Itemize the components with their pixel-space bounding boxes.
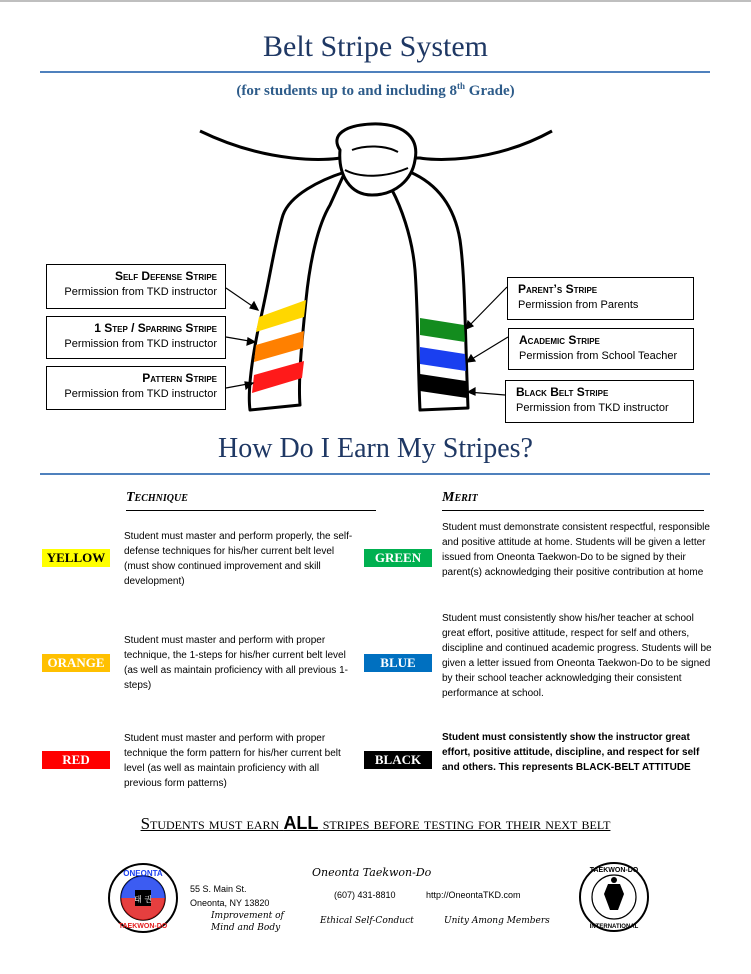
footer-motto-1a: Improvement of bbox=[211, 911, 284, 921]
page-title: Belt Stripe System bbox=[263, 30, 488, 63]
earn-divider bbox=[40, 473, 710, 475]
technique-orange-text: Student must master and perform with proper technique, the 1-steps for his/her current belt level (as well as maintain proficiency with all previous 1-steps) bbox=[124, 635, 348, 691]
merit-blue-text: Student must consistently show his/her teacher at school great effort, positive attitude, respect for self and others, discipline and continued academic progress. Students will be given a letter issued from Oneonta Taekwon-Do to be signed by their school teacher acknowledging their consistent performance at school. bbox=[442, 613, 712, 699]
stripe-permission: Permission from TKD instructor bbox=[64, 286, 217, 298]
stripe-title: Academic Stripe bbox=[519, 333, 600, 347]
technique-underline bbox=[126, 510, 376, 511]
footer-address-line2: Oneonta, NY 13820 bbox=[190, 898, 270, 908]
footer-phone: (607) 431-8810 bbox=[334, 890, 396, 900]
self-defense-stripe-box bbox=[46, 264, 226, 309]
oneonta-taekwondo-logo bbox=[107, 862, 179, 934]
footer-address-line1: 55 S. Main St. bbox=[190, 884, 247, 894]
stripe-permission: Permission from TKD instructor bbox=[64, 388, 217, 400]
merit-heading: Merit bbox=[442, 490, 478, 506]
earn-heading: How Do I Earn My Stripes? bbox=[218, 433, 533, 464]
itf-text-bottom: INTERNATIONAL bbox=[589, 924, 639, 930]
requirement-banner: Students must earn ALL stripes before testing for their next belt bbox=[140, 813, 611, 833]
logo-glyph: 태 권 bbox=[134, 895, 152, 904]
logo-text-top: ONEONTA bbox=[123, 869, 163, 878]
itf-text-top: TAEKWON-DO bbox=[589, 867, 639, 874]
parents-stripe-box bbox=[507, 277, 694, 320]
sparring-stripe-box bbox=[46, 316, 226, 359]
footer-motto-1b: Mind and Body bbox=[211, 923, 281, 933]
merit-underline bbox=[442, 510, 704, 511]
footer-org-name: Oneonta Taekwon-Do bbox=[312, 866, 432, 879]
stripe-title: 1 Step / Sparring Stripe bbox=[94, 321, 217, 335]
badge-green: GREEN bbox=[364, 549, 432, 567]
footer-website[interactable]: http://OneontaTKD.com bbox=[426, 890, 521, 900]
stripe-permission: Permission from TKD instructor bbox=[516, 402, 669, 414]
badge-yellow: YELLOW bbox=[42, 549, 110, 567]
stripe-title: Pattern Stripe bbox=[142, 371, 217, 385]
technique-yellow-text: Student must master and perform properly, the self-defense techniques for his/her current belt level (must show continued improvement and skill development) bbox=[124, 531, 353, 587]
merit-black-text: Student must consistently show the instructor great effort, positive attitude, discipline, and respect for self and others. This represents BLACK-BELT ATTITUDE bbox=[442, 732, 700, 773]
page-subtitle: (for students up to and including 8th Grade) bbox=[236, 81, 515, 99]
technique-red-text: Student must master and perform with proper technique the form pattern for his/her current belt level (as well as maintain proficiency with all previous form patterns) bbox=[124, 733, 341, 789]
stripe-title: Self Defense Stripe bbox=[114, 269, 217, 283]
badge-blue: BLUE bbox=[364, 654, 432, 672]
stripe-permission: Permission from Parents bbox=[518, 299, 639, 311]
logo-text-bottom: TAEKWON-DO bbox=[118, 923, 168, 930]
stripe-permission: Permission from TKD instructor bbox=[64, 338, 217, 350]
academic-stripe-box bbox=[508, 328, 694, 370]
stripe-title: Parent’s Stripe bbox=[518, 282, 598, 296]
pattern-stripe-box bbox=[46, 366, 226, 410]
footer-motto-2: Ethical Self-Conduct bbox=[320, 916, 414, 926]
itf-logo bbox=[578, 860, 650, 934]
footer-motto-3: Unity Among Members bbox=[444, 916, 550, 926]
badge-black: BLACK bbox=[364, 751, 432, 769]
badge-red: RED bbox=[42, 751, 110, 769]
merit-green-text: Student must demonstrate consistent respectful, responsible and positive attitude at home. Students will be given a letter issued from Oneonta Taekwon-Do to be signed by their parent(s) acknowledging their positive contribution at home bbox=[442, 522, 710, 578]
black-belt-stripe-box bbox=[505, 380, 694, 423]
technique-heading: Technique bbox=[126, 490, 188, 506]
stripe-permission: Permission from School Teacher bbox=[519, 350, 678, 362]
badge-orange: ORANGE bbox=[42, 654, 110, 672]
stripe-title: Black Belt Stripe bbox=[516, 385, 609, 399]
